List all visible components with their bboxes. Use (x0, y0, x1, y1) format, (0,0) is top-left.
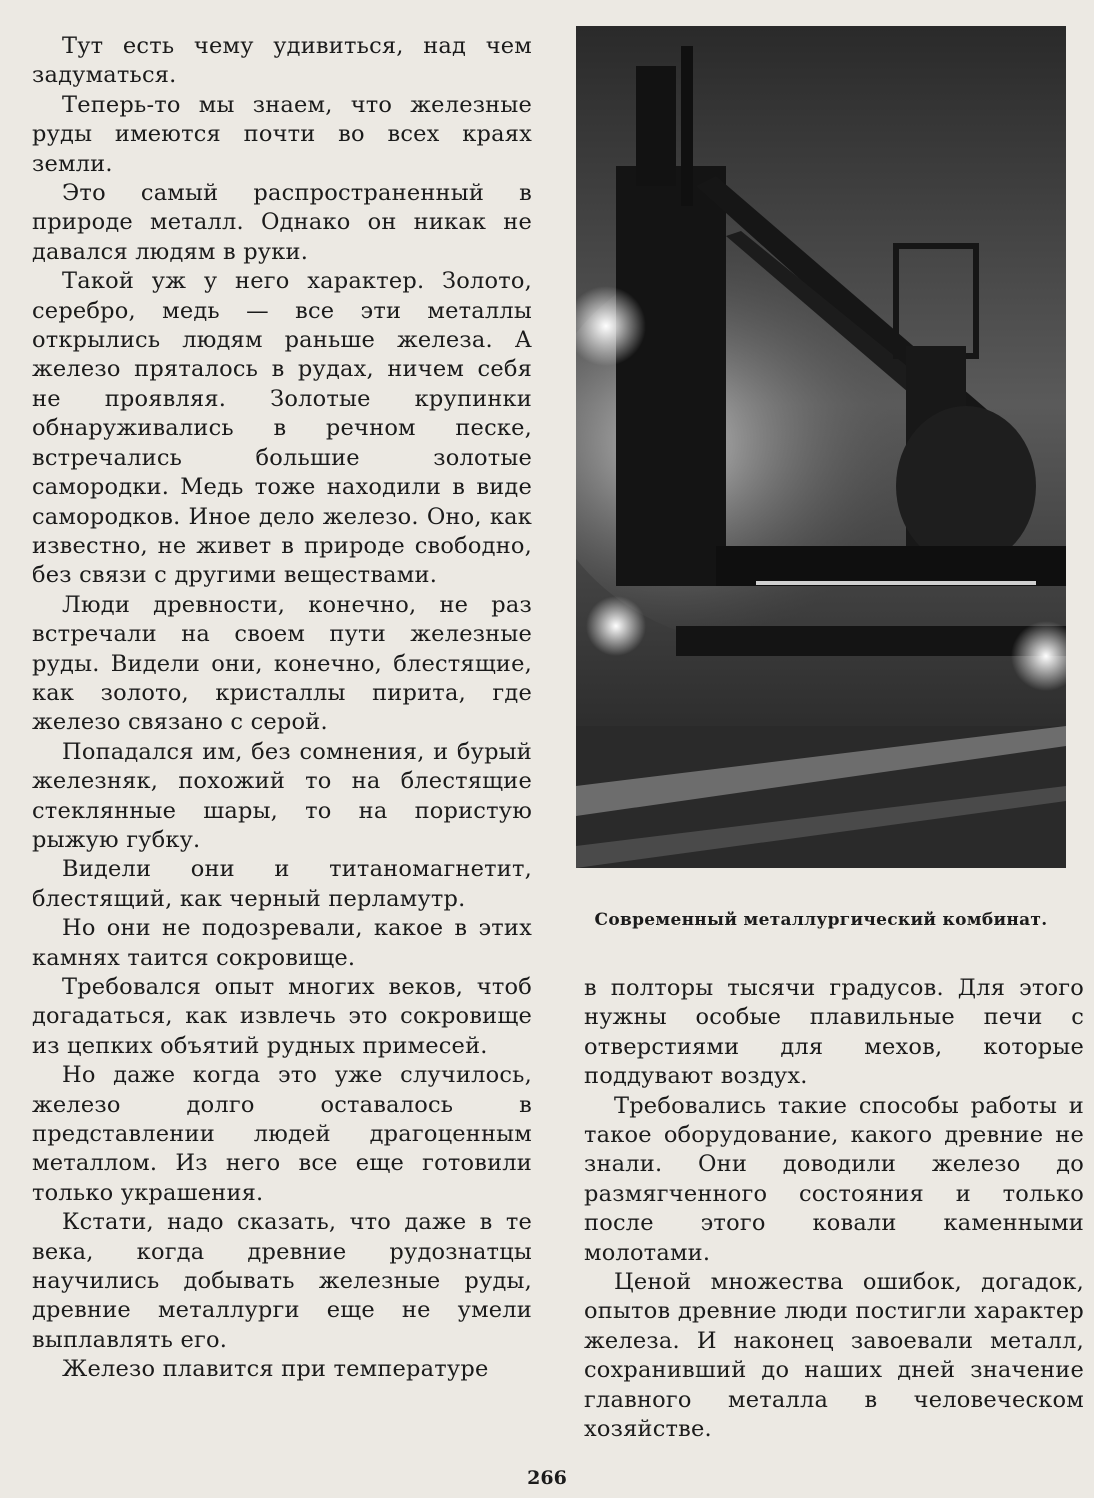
paragraph: Такой уж у него характер. Золото, серебро, медь — все эти металлы открылись людям раньше железа. А железо пряталось в рудах, ничем себя не проявляя. Золотые крупинки обнаруживались в речном песке, встречались большие золотые самородки. Медь тоже находили в виде самородков. Иное дело железо. Оно, как известно, не живет в природе свободно, без связи с другими веществами. (32, 268, 532, 589)
paragraph: Ценой множества ошибок, догадок, опытов древние люди постигли характер железа. И наконец завоевали металл, сохранивший до наших дней значение главного металла в человеческом хозяйстве. (584, 1269, 1084, 1443)
paragraph: Но они не подозревали, какое в этих камнях таится сокровище. (32, 915, 532, 971)
paragraph: Требовался опыт многих веков, чтоб догадаться, как извлечь это сокровище из цепких объятий рудных примесей. (32, 974, 532, 1059)
paragraph: Кстати, надо сказать, что даже в те века, когда древние рудознатцы научились добывать железные руды, древние металлурги еще не умели выплавлять его. (32, 1209, 532, 1353)
page-number: 266 (527, 1467, 567, 1489)
paragraph: Это самый распространенный в природе металл. Однако он никак не давался людям в руки. (32, 180, 532, 265)
paragraph-continuation: в полторы тысячи градусов. Для этого нужны особые плавильные печи с отверстиями для мехов, которые поддувают воздух. (584, 975, 1084, 1090)
paragraph: Но даже когда это уже случилось, железо долго оставалось в представлении людей драгоценным металлом. Из него все еще готовили только украшения. (32, 1062, 532, 1206)
paragraph: Люди древности, конечно, не раз встречали на своем пути железные руды. Видели они, конечно, блестящие, как золото, кристаллы пирита, где железо связано с серой. (32, 591, 532, 736)
steel-plant-photo (576, 26, 1066, 868)
paragraph: Железо плавится при температуре (62, 1356, 489, 1383)
paragraph: Видели они и титаномагнетит, блестящий, как черный перламутр. (32, 856, 532, 912)
paragraph: Теперь-то мы знаем, что железные руды имеются почти во всех краях земли. (32, 91, 532, 177)
left-text-column (32, 32, 532, 1385)
paragraph: Требовались такие способы работы и такое оборудование, какого древние не знали. Они доводили железо до размягченного состояния и только после этого ковали каменными молотами. (584, 1092, 1084, 1266)
right-text-column (584, 974, 1084, 1445)
paragraph: Тут есть чему удивиться, над чем задуматься. (32, 33, 532, 89)
paragraph: Попадался им, без сомнения, и бурый железняк, похожий то на блестящие стеклянные шары, то на пористую рыжую губку. (32, 738, 532, 853)
blast-furnace-illustration (576, 26, 1066, 868)
photo-caption: Современный металлургический комбинат. (594, 910, 1048, 930)
